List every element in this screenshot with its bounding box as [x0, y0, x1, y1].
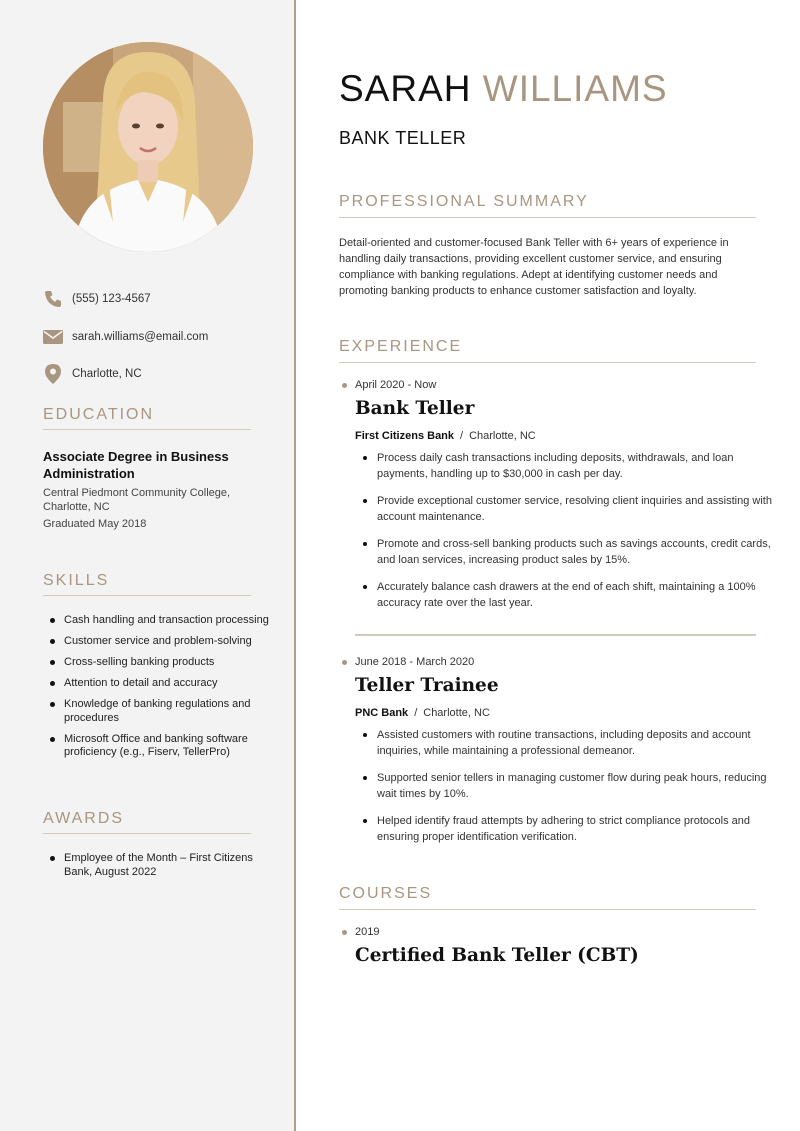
education-heading: EDUCATION — [43, 406, 251, 430]
job-title-entry: Bank Teller — [355, 398, 475, 419]
profile-photo — [43, 42, 253, 252]
company-separator: / — [414, 707, 418, 719]
location-pin-icon — [43, 364, 63, 384]
contact-email — [43, 326, 208, 348]
awards-heading: AWARDS — [43, 810, 251, 834]
job-location: Charlotte, NC — [469, 430, 536, 442]
job-company-row — [355, 707, 490, 719]
job-dates-text: April 2020 - Now — [355, 379, 437, 391]
award-item: Employee of the Month – First Citizens Bank, August 2022 — [49, 852, 274, 879]
job-bullet: Assisted customers with routine transactions, including deposits and account inquiries, while maintaining a professional demeanor. — [361, 727, 773, 759]
summary-text: Detail-oriented and customer-focused Bank Teller with 6+ years of experience in handling daily transactions, providing excellent customer service, and ensuring compliance with banking regulations. Adept at identifying customer needs and promoting banking products to enhance customer satisfaction and loyalty. — [339, 237, 729, 297]
last-name: WILLIAMS — [482, 68, 668, 109]
experience-heading: EXPERIENCE — [339, 338, 756, 363]
job-company: First Citizens Bank — [355, 430, 455, 442]
profile-photo-illustration — [43, 42, 253, 252]
course-year-text: 2019 — [355, 926, 380, 938]
job-bullet: Provide exceptional customer service, resolving client inquiries and assisting with account maintenance. — [361, 493, 773, 525]
skills-list — [49, 614, 274, 767]
job-bullet: Promote and cross-sell banking products such as savings accounts, credit cards, and loan services, increasing product sales by 15%. — [361, 536, 773, 568]
skill-item: Customer service and problem-solving — [49, 635, 274, 649]
education-degree: Associate Degree in Business Administration — [43, 449, 229, 481]
job-location: Charlotte, NC — [423, 707, 490, 719]
company-separator: / — [460, 430, 464, 442]
job-title: BANK TELLER — [339, 128, 467, 148]
date-dot — [342, 930, 347, 935]
job-dates — [342, 379, 436, 391]
skill-item: Cash handling and transaction processing — [49, 614, 274, 628]
date-dot — [342, 660, 347, 665]
skill-item: Microsoft Office and banking software proficiency (e.g., Fiserv, TellerPro) — [49, 733, 274, 760]
job-bullet: Accurately balance cash drawers at the end of each shift, maintaining a 100% accuracy rate over the last year. — [361, 579, 773, 611]
phone-icon — [43, 289, 63, 309]
contact-location — [43, 363, 142, 385]
main-content — [296, 0, 800, 1131]
email-icon — [43, 327, 63, 347]
job-company: PNC Bank — [355, 707, 409, 719]
courses-heading: COURSES — [339, 885, 756, 910]
contact-phone — [43, 288, 151, 310]
education-school: Central Piedmont Community College, Charlotte, NC — [43, 487, 231, 513]
first-name: SARAH — [339, 68, 472, 109]
course-title: Certified Bank Teller (CBT) — [355, 945, 639, 966]
skill-item: Attention to detail and accuracy — [49, 677, 274, 691]
date-dot — [342, 383, 347, 388]
education-graduated: Graduated May 2018 — [43, 518, 147, 530]
job-title-entry: Teller Trainee — [355, 675, 499, 696]
job-dates-text: June 2018 - March 2020 — [355, 656, 475, 668]
sidebar — [0, 0, 294, 1131]
email-text: sarah.williams@email.com — [72, 331, 209, 343]
awards-list — [49, 852, 274, 887]
job-bullet: Supported senior tellers in managing customer flow during peak hours, reducing wait times by 10%. — [361, 770, 773, 802]
job-bullets — [361, 727, 773, 856]
job-bullets — [361, 450, 773, 622]
job-company-row — [355, 430, 536, 442]
job-bullet: Process daily cash transactions including deposits, withdrawals, and loan payments, handling up to $30,000 in cash per day. — [361, 450, 773, 482]
location-text: Charlotte, NC — [72, 368, 142, 380]
job-dates — [342, 656, 474, 668]
skills-heading: SKILLS — [43, 572, 251, 596]
summary-heading: PROFESSIONAL SUMMARY — [339, 193, 756, 218]
full-name — [339, 68, 668, 110]
course-year — [342, 926, 379, 938]
skill-item: Cross-selling banking products — [49, 656, 274, 670]
entry-divider — [355, 634, 756, 636]
phone-text: (555) 123-4567 — [72, 293, 151, 305]
job-bullet: Helped identify fraud attempts by adhering to strict compliance protocols and ensuring proper identification verification. — [361, 813, 773, 845]
skill-item: Knowledge of banking regulations and procedures — [49, 698, 274, 725]
